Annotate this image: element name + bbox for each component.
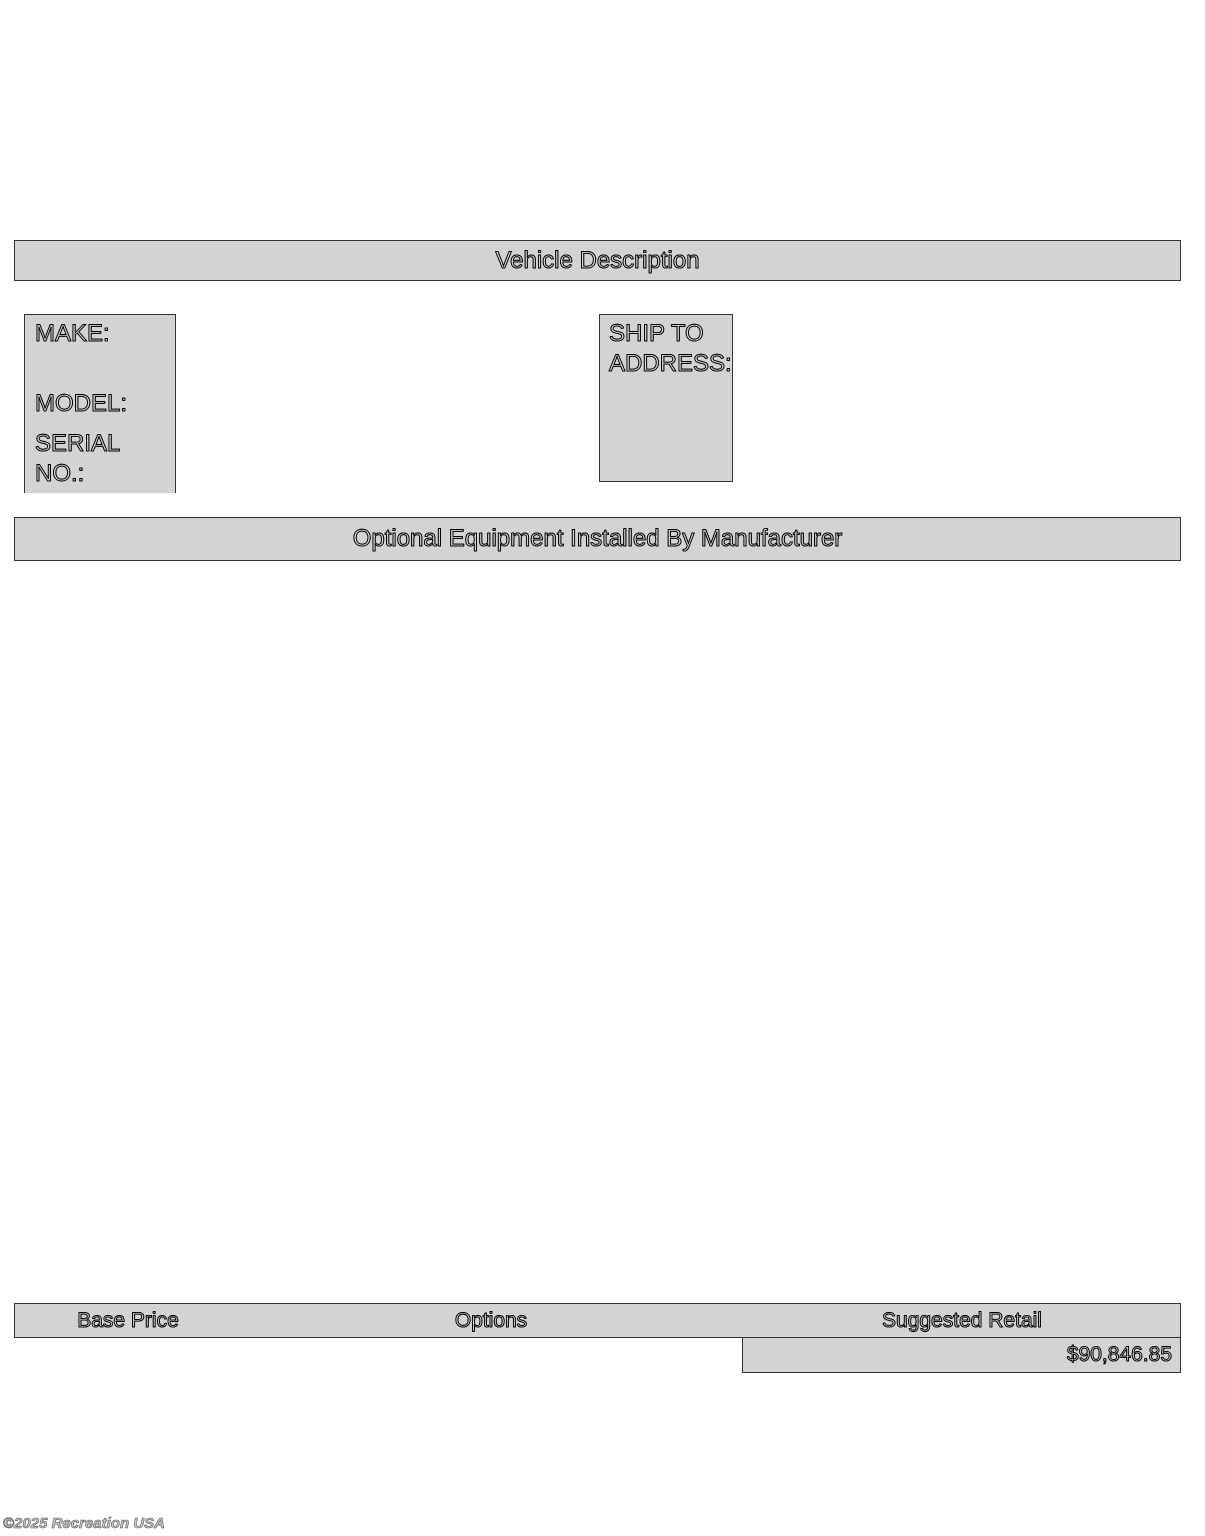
base-price-header: Base Price (77, 1308, 179, 1332)
vehicle-description-title: Vehicle Description (495, 246, 700, 274)
suggested-retail-value-cell (742, 1337, 1181, 1373)
suggested-retail-header: Suggested Retail (882, 1308, 1042, 1332)
options-header: Options (454, 1308, 528, 1332)
price-header-row (14, 1303, 1181, 1338)
optional-equipment-title: Optional Equipment Installed By Manufacturer (352, 525, 843, 552)
ship-to-box (599, 314, 733, 482)
optional-equipment-header (14, 517, 1181, 561)
vehicle-description-header (14, 240, 1181, 281)
suggested-retail-value: $90,846.85 (1066, 1343, 1172, 1366)
ship-to-address-label: SHIP TO ADDRESS: (609, 320, 732, 377)
model-label: MODEL: (35, 390, 128, 417)
footer-copyright: ©2025 Recreation USA (3, 1515, 165, 1532)
make-label: MAKE: (35, 320, 110, 347)
vehicle-labels-box (24, 314, 176, 493)
serial-number-label: SERIAL NO.: (35, 430, 120, 487)
